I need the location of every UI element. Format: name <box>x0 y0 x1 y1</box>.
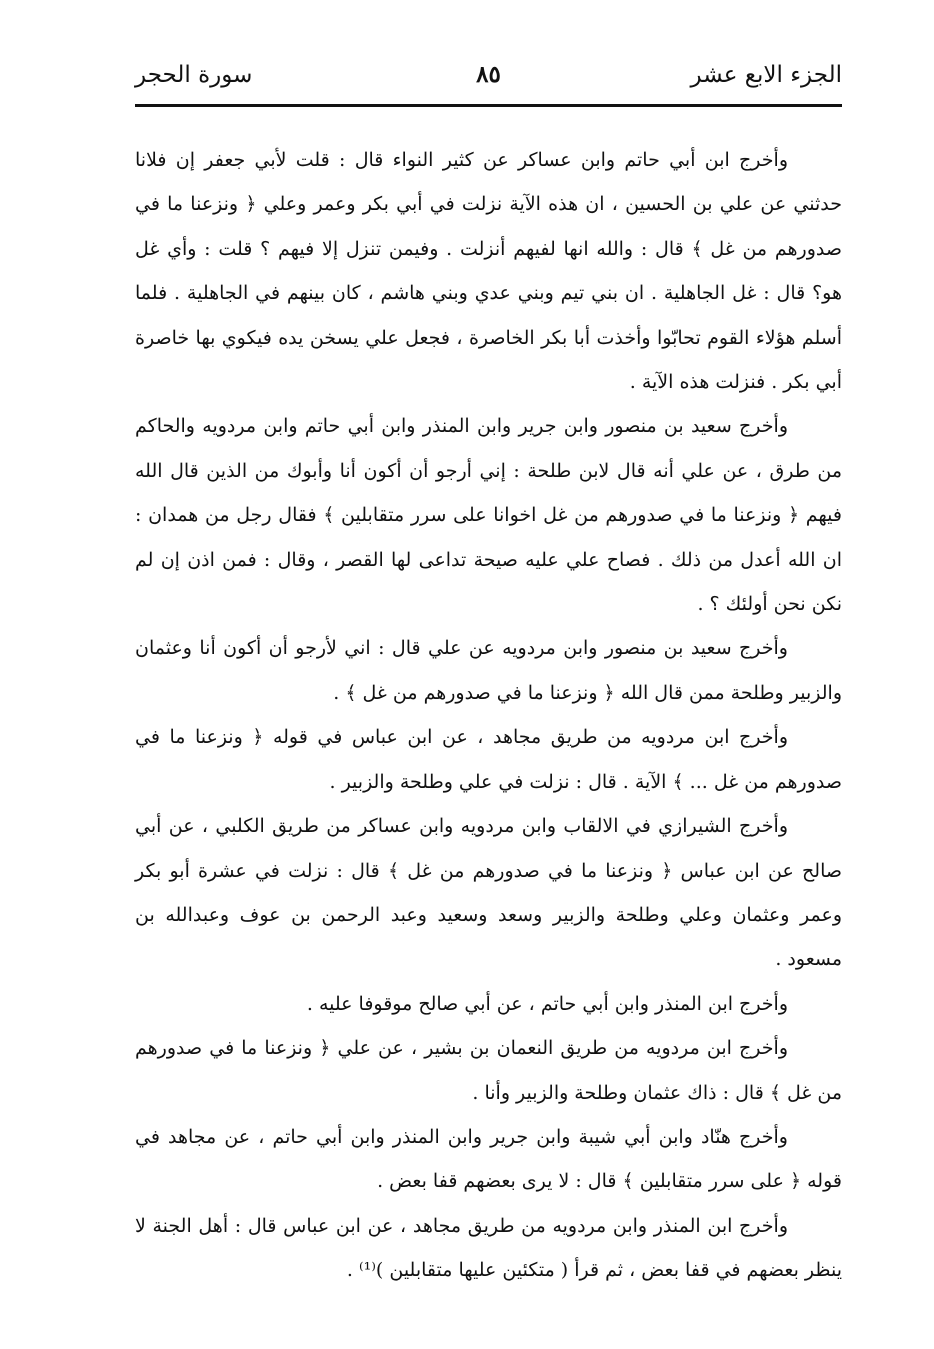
page-number: ٨٥ <box>476 61 501 88</box>
paragraph: وأخرج ابن مردويه من طريق النعمان بن بشير ، عن علي ﴿ ونزعنا ما في صدورهم من غل ﴾ قال : ذاك عثمان وطلحة والزبير وأنا . <box>135 1037 842 1104</box>
page-body <box>135 138 842 1293</box>
paragraph: وأخرج الشيرازي في الالقاب وابن مردويه وابن عساكر من طريق الكلبي ، عن أبي صالح عن ابن عباس ﴿ ونزعنا ما في صدورهم من غل ﴾ قال : نزلت في عشرة أبو بكر وعمر وعثمان وعلي وطلحة والزبير وسعد وسعيد وعبد الرحمن بن عوف وعبدالله بن مسعود . <box>135 815 842 971</box>
paragraph: وأخرج ابن المنذر وابن أبي حاتم ، عن أبي صالح موقوفا عليه . <box>306 992 788 1015</box>
paragraph: وأخرج ابن أبي حاتم وابن عساكر عن كثير النواء قال : قلت لأبي جعفر إن فلانا حدثني عن علي بن الحسين ، ان هذه الآية نزلت في أبي بكر وعمر وعلي ﴿ ونزعنا ما في صدورهم من غل ﴾ قال : والله انها لفيهم أنزلت . وفيمن تنزل إلا فيهم ؟ قلت : وأي غل هو؟ قال : غل الجاهلية . ان بني تيم وبني عدي وبني هاشم ، كان بينهم في الجاهلية . فلما أسلم هؤلاء القوم تحابّوا وأخذت أبا بكر الخاصرة ، فجعل علي يسخن يده فيكوي بها خاصرة أبي بكر . فنزلت هذه الآية . <box>135 149 842 394</box>
paragraph: وأخرج هنّاد وابن أبي شيبة وابن جرير وابن المنذر وابن أبي حاتم ، عن مجاهد في قوله ﴿ على سرر متقابلين ﴾ قال : لا يرى بعضهم قفا بعض . <box>135 1125 842 1193</box>
surah-label: سورة الحجر <box>135 62 253 88</box>
part-label: الجزء الابع عشر <box>690 62 842 88</box>
paragraph: وأخرج ابن مردويه من طريق مجاهد ، عن ابن عباس في قوله ﴿ ونزعنا ما في صدورهم من غل ... ﴾ الآية . قال : نزلت في علي وطلحة والزبير . <box>135 726 842 793</box>
running-header <box>135 50 842 102</box>
paragraph: وأخرج سعيد بن منصور وابن جرير وابن المنذر وابن أبي حاتم وابن مردويه والحاكم من طرق ، عن علي أنه قال لابن طلحة : إني أرجو أن أكون أنا وأبوك من الذين قال الله فيهم ﴿ ونزعنا ما في صدورهم من غل اخوانا على سرر متقابلين ﴾ فقال رجل من همدان : ان الله أعدل من ذلك . فصاح علي عليه صيحة تداعى لها القصر ، وقال : فمن اذن إن لم نكن نحن أولئك ؟ . <box>135 415 842 616</box>
paragraph: وأخرج ابن المنذر وابن مردويه من طريق مجاهد ، عن ابن عباس قال : أهل الجنة لا ينظر بعضهم في قفا بعض ، ثم قرأ ( متكئين عليها متقابلين )⁽¹⁾ . <box>135 1214 842 1282</box>
header-rule <box>135 104 842 107</box>
paragraph: وأخرج سعيد بن منصور وابن مردويه عن علي قال : اني لأرجو أن أكون أنا وعثمان والزبير وطلحة ممن قال الله ﴿ ونزعنا ما في صدورهم من غل ﴾ . <box>135 637 842 704</box>
